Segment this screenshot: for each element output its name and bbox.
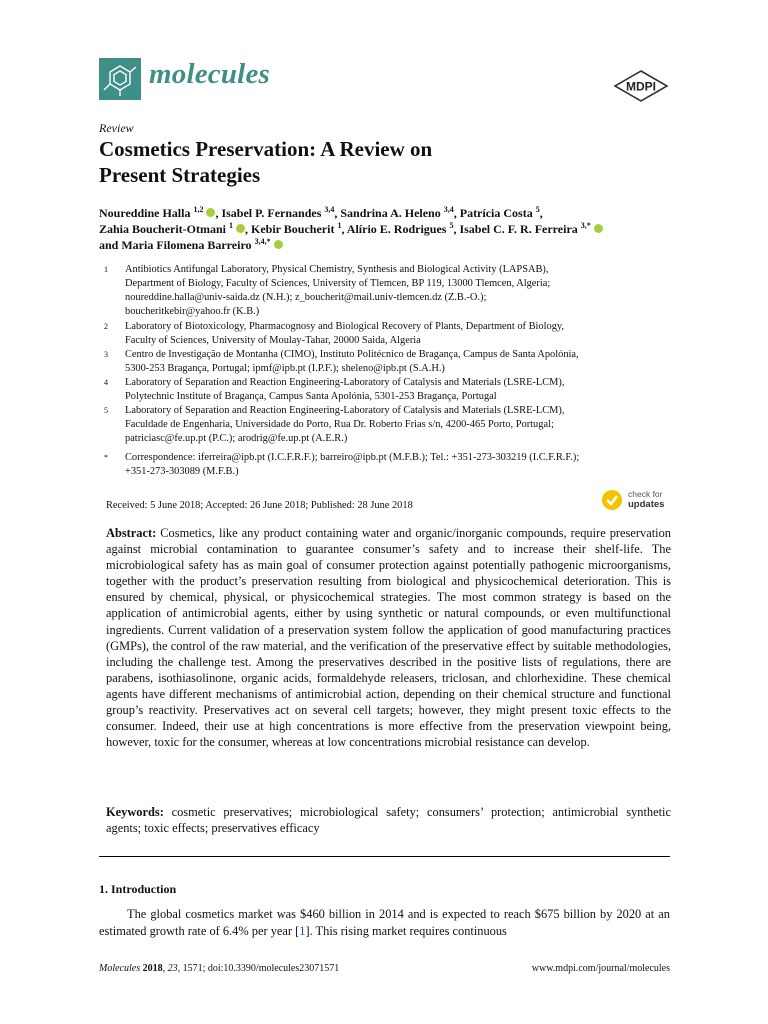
publisher-name: MDPI xyxy=(626,79,656,94)
journal-logo-icon xyxy=(99,58,141,100)
affiliation-number: 4 xyxy=(104,378,108,387)
orcid-icon[interactable] xyxy=(274,240,283,249)
title-line-2: Present Strategies xyxy=(99,163,261,187)
affiliation-item xyxy=(104,376,674,404)
affiliation-item xyxy=(104,348,674,376)
author-affiliation: 3,4,* xyxy=(254,237,271,246)
check-for-updates-badge[interactable] xyxy=(602,488,672,514)
divider xyxy=(99,856,670,857)
keywords xyxy=(106,804,671,836)
affiliation-number: 1 xyxy=(104,265,108,274)
affiliation-line: Polytechnic Institute of Bragança, Campus Santa Apolónia, 5301-253 Bragança, Portugal xyxy=(125,391,497,402)
abstract xyxy=(106,525,671,750)
keywords-text: cosmetic preservatives; microbiological safety; consumers’ protection; antimicrobial synthetic agents; toxic effects; preservatives efficacy xyxy=(106,805,671,836)
author-affiliation: 1 xyxy=(337,221,342,230)
author-name: Kebir Boucherit xyxy=(251,222,335,236)
author-name: Isabel C. F. R. Ferreira xyxy=(459,222,578,236)
footer-year: 2018 xyxy=(142,963,163,974)
orcid-icon[interactable] xyxy=(206,208,215,217)
check-updates-icon xyxy=(602,490,622,510)
affiliation-line[interactable]: Correspondence: iferreira@ipb.pt (I.C.F.R.F.); barreiro@ipb.pt (M.F.B.); Tel.: +351-273-303219 (I.C.F.R.F.); xyxy=(125,452,580,463)
author-list: Noureddine Halla $^{1,2}$ , Isabel P. Fernandes $^{3,4}$, Sandrina A. Heleno $^{3,4}$, Patrícia Costa $^5$, Zahia Boucherit-Otmani $^1$ , Kebir Boucherit $^1$, Alírio E. Rodrigues $^5$, Isabel C. F. R. Ferreira $^{3,*}$ and Maria Filomena Barreiro $^{3,4,*}$ xyxy=(99,205,674,253)
abstract-label: Abstract: xyxy=(106,526,157,540)
affiliation-number: 5 xyxy=(104,406,108,415)
affiliation-number: * xyxy=(104,453,108,462)
publication-dates: Received: 5 June 2018; Accepted: 26 June 2018; Published: 28 June 2018 xyxy=(106,500,413,511)
affiliation-line: Department of Biology, Faculty of Sciences, University of Tlemcen, BP 119, 13000 Tlemcen, Algeria; xyxy=(125,278,551,289)
author-affiliation: 1,2 xyxy=(193,205,204,214)
correspondence xyxy=(104,451,674,479)
author-name: Patrícia Costa xyxy=(459,206,533,220)
citation-link[interactable]: 1 xyxy=(299,923,306,938)
author-name: Alírio E. Rodrigues xyxy=(346,222,447,236)
affiliation-line[interactable]: noureddine.halla@univ-saida.dz (N.H.); z_boucherit@mail.univ-tlemcen.dz (Z.B.-O.); xyxy=(125,292,487,303)
affiliation-line: Laboratory of Separation and Reaction Engineering-Laboratory of Catalysis and Materials (LSRE-LCM), xyxy=(125,377,565,388)
footer-volume: 23 xyxy=(167,963,178,974)
affiliation-line: Laboratory of Biotoxicology, Pharmacognosy and Biological Recovery of Plants, Department of Biology, xyxy=(125,321,565,332)
author-name: Maria Filomena Barreiro xyxy=(121,238,252,252)
footer-url[interactable]: www.mdpi.com/journal/molecules xyxy=(531,963,670,974)
intro-text-end: ]. This rising market requires continuous xyxy=(305,923,507,938)
author-affiliation: 3,4 xyxy=(324,205,335,214)
affiliation-line: Laboratory of Separation and Reaction Engineering-Laboratory of Catalysis and Materials (LSRE-LCM), xyxy=(125,405,565,416)
footer-citation: Molecules 2018, 23, 1571; doi:10.3390/molecules23071571 xyxy=(99,963,340,974)
affiliation-line: Centro de Investigação de Montanha (CIMO), Instituto Politécnico de Bragança, Campus de Santa Apolónia, xyxy=(125,349,579,360)
author-name: Noureddine Halla xyxy=(99,206,191,220)
author-affiliation: 1 xyxy=(229,221,234,230)
affiliation-line: +351-273-303089 (M.F.B.) xyxy=(125,466,239,477)
author-affiliation: 3,* xyxy=(580,221,591,230)
mdpi-logo xyxy=(613,70,669,102)
footer-journal: Molecules xyxy=(99,963,141,974)
affiliation-line[interactable]: patriciasc@fe.up.pt (P.C.); arodrig@fe.up.pt (A.E.R.) xyxy=(125,433,348,444)
orcid-icon[interactable] xyxy=(594,224,603,233)
affiliation-line: Faculty of Sciences, University of Moulay-Tahar, 20000 Saida, Algeria xyxy=(125,335,421,346)
affiliation-number: 3 xyxy=(104,350,108,359)
affiliation-line: Antibiotics Antifungal Laboratory, Physical Chemistry, Synthesis and Biological Activity (LAPSAB), xyxy=(125,264,549,275)
author-affiliation: 3,4 xyxy=(443,205,454,214)
article-type: Review xyxy=(99,121,134,135)
footer-doi[interactable]: , 1571; doi:10.3390/molecules23071571 xyxy=(177,963,340,974)
author-affiliation: 5 xyxy=(535,205,540,214)
affiliation-line[interactable]: 5300-253 Bragança, Portugal; ipmf@ipb.pt (I.P.F.); sheleno@ipb.pt (S.A.H.) xyxy=(125,363,445,374)
orcid-icon[interactable] xyxy=(236,224,245,233)
abstract-text: Cosmetics, like any product containing water and organic/inorganic compounds, require preservation against microbial contamination to guarantee consumer’s safety and to increase their shelf-life. The microbiological safety has as main goal of consumer protection against potentially pathogenic microorganisms, together with the product’s preservation resulting from biological and physicochemical deterioration. This is ensured by chemical, physical, or physicochemical strategies. The most common strategy is based on the application of antimicrobial agents, either by using synthetic or natural compounds, or even multifunctional ingredients. Current validation of a preservation system follow the application of good manufacturing practices (GMPs), the control of the raw material, and the verification of the preservative effect by suitable methodologies, including the challenge test. Among the preservatives described in the positive lists of regulations, there are parabens, isothiasolinone, organic acids, formaldehyde releasers, triclosan, and chlorhexidine. These chemical agents have different mechanisms of antimicrobial action, depending on their chemical structure and functional group’s reactivity. Preservatives act on several cell targets; however, they might present toxic effects to the consumer. Indeed, their use at high concentrations is more effective from the preservation viewpoint being, however, toxic for the consumer, whereas at low concentrations microbial resistance can develop. xyxy=(106,526,671,750)
affiliation-item xyxy=(104,320,674,348)
intro-text: The global cosmetics market was $460 billion in 2014 and is expected to reach $675 billion by 2020 at an estimated growth rate of 6.4% per year [ xyxy=(99,907,670,938)
author-affiliation: 5 xyxy=(449,221,454,230)
intro-paragraph xyxy=(99,906,670,939)
paper-title xyxy=(99,136,659,188)
author-name: Sandrina A. Heleno xyxy=(340,206,441,220)
keywords-label: Keywords: xyxy=(106,805,164,819)
author-name: Zahia Boucherit-Otmani xyxy=(99,222,227,236)
author-name: Isabel P. Fernandes xyxy=(221,206,322,220)
badge-line-2: updates xyxy=(628,499,665,510)
affiliation-item xyxy=(104,263,674,319)
affiliation-line: Faculdade de Engenharia, Universidade do Porto, Rua Dr. Roberto Frias s/n, 4200-465 Porto, Portugal; xyxy=(125,419,554,430)
section-heading: 1. Introduction xyxy=(99,882,177,896)
affiliation-line[interactable]: boucheritkebir@yahoo.fr (K.B.) xyxy=(125,306,260,317)
affiliation-number: 2 xyxy=(104,322,108,331)
journal-name: molecules xyxy=(149,58,271,90)
affiliation-item xyxy=(104,404,674,446)
badge-line-1: check for xyxy=(628,489,663,499)
title-line-1: Cosmetics Preservation: A Review on xyxy=(99,137,433,161)
